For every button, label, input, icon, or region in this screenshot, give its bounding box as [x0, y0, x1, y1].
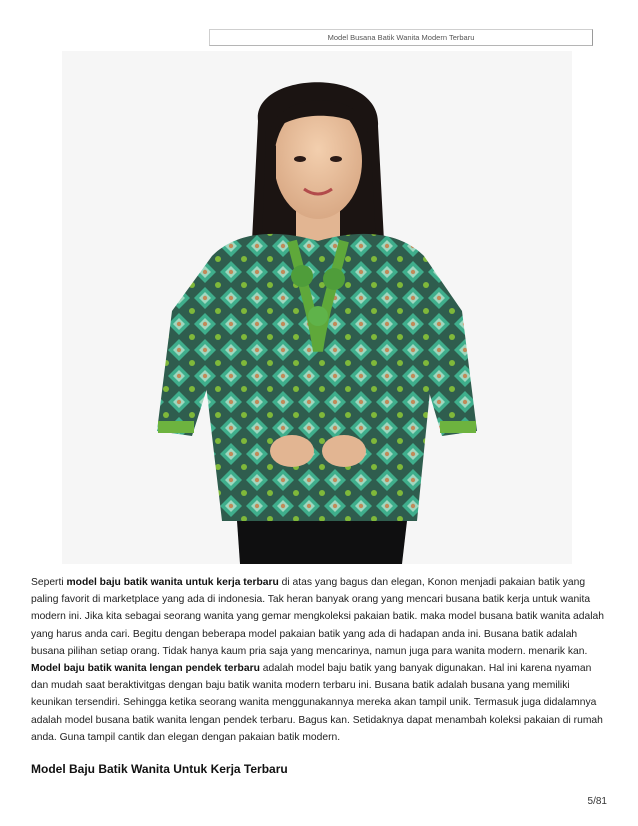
- header-title: Model Busana Batik Wanita Modern Terbaru: [327, 33, 475, 42]
- batik-model-photo: [62, 51, 572, 564]
- section-heading: Model Baju Batik Wanita Untuk Kerja Terbaru: [31, 762, 288, 776]
- paragraph-text: di atas yang bagus dan elegan, Konon menjadi pakaian batik yang paling favorit di marketplace yang ada di indonesia. Tak heran banyak orang yang mencari busana batik kerja untuk wanita modern ini. Jika kita sebagai seorang wanita yang gemar mengkoleksi pakaian batik. maka model busana batik wanita adalah yang harus anda cari. Begitu dengan beberapa model pakaian batik yang ada di hadapan anda ini. Busana batik adalah busana pilihan setiap orang. Tidak hanya kaum pria saja yang mencarinya, namun juga para wanita modern. menarik kan.: [31, 577, 604, 657]
- paragraph-keyword-link[interactable]: Model baju batik wanita lengan pendek terbaru: [31, 663, 260, 675]
- paragraph-second: [31, 660, 611, 746]
- paragraph-text: Seperti: [31, 577, 67, 588]
- page-number: 5/81: [587, 796, 607, 807]
- article-body: [31, 574, 611, 746]
- paragraph-intro: [31, 574, 611, 660]
- document-header: [209, 29, 593, 46]
- paragraph-keyword-link[interactable]: model baju batik wanita untuk kerja terbaru: [66, 577, 279, 588]
- paragraph-text: adalah model baju batik yang banyak digunakan. Hal ini karena nyaman dan mudah saat beraktivitgas dengan baju batik wanita modern terbaru ini. Busana batik adalah busana yang memiliki keunikan tersendiri. Sehingga ketika seorang wanita menggunakannya mereka akan tampil unik. Termasuk juga didalamnya adalah model busana batik wanita lengan pendek terbaru. Bagus kan. Setidaknya dapat menambah koleksi pakaian di rumah anda. Guna tampil cantik dan elegan dengan pakaian batik modern.: [31, 663, 603, 743]
